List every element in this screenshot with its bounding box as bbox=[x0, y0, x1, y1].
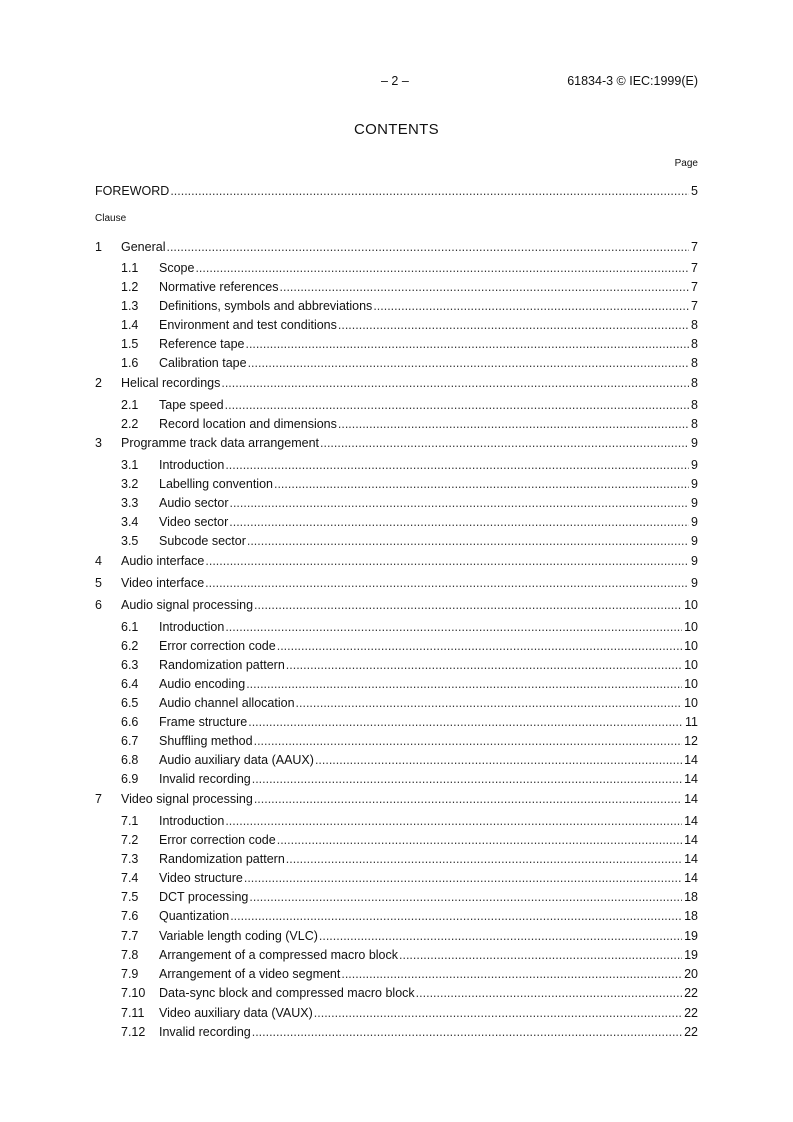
page-column-label: Page bbox=[674, 158, 698, 169]
toc-entry[interactable] bbox=[121, 832, 698, 848]
toc-entry-number: 7.9 bbox=[121, 967, 139, 981]
toc-entry[interactable] bbox=[121, 355, 698, 371]
toc-entry-label: Audio encoding bbox=[159, 677, 246, 691]
toc-entry-page: 14 bbox=[684, 814, 698, 828]
toc-entry-label: Introduction bbox=[159, 620, 225, 634]
toc-entry-page: 10 bbox=[684, 620, 698, 634]
toc-entry[interactable] bbox=[121, 260, 698, 276]
toc-entry-number: 7.1 bbox=[121, 814, 139, 828]
toc-entry-page: 7 bbox=[691, 299, 698, 313]
toc-entry[interactable] bbox=[95, 435, 698, 451]
toc-entry-label: General bbox=[121, 240, 166, 254]
toc-entry[interactable] bbox=[95, 575, 698, 591]
leader-dots bbox=[166, 239, 689, 255]
toc-entry-number: 3.1 bbox=[121, 458, 139, 472]
leader-dots bbox=[338, 416, 689, 432]
leader-dots bbox=[246, 676, 682, 692]
leader-dots bbox=[286, 851, 682, 867]
toc-entry-page: 9 bbox=[691, 554, 698, 568]
toc-entry[interactable] bbox=[121, 476, 698, 492]
toc-entry-number: 1.5 bbox=[121, 337, 139, 351]
toc-entry[interactable] bbox=[121, 985, 698, 1001]
toc-entry-label: Error correction code bbox=[159, 639, 276, 653]
leader-dots bbox=[277, 638, 682, 654]
page-number: – 2 – bbox=[381, 74, 409, 88]
toc-entry-number: 6.7 bbox=[121, 734, 139, 748]
toc-entry-page: 5 bbox=[691, 184, 698, 198]
toc-entry-page: 10 bbox=[684, 677, 698, 691]
toc-entry[interactable] bbox=[121, 676, 698, 692]
toc-entry-label: Invalid recording bbox=[159, 772, 251, 786]
toc-entry-page: 22 bbox=[684, 1025, 698, 1039]
toc-entry-page: 22 bbox=[684, 1006, 698, 1020]
toc-entry-number: 7.10 bbox=[121, 986, 146, 1000]
toc-entry[interactable] bbox=[95, 553, 698, 569]
toc-entry-number: 6.4 bbox=[121, 677, 139, 691]
leader-dots bbox=[254, 597, 682, 613]
toc-entry[interactable] bbox=[121, 514, 698, 530]
toc-entry[interactable] bbox=[121, 752, 698, 768]
toc-entry[interactable] bbox=[121, 457, 698, 473]
toc-entry[interactable] bbox=[121, 533, 698, 549]
toc-entry[interactable] bbox=[121, 317, 698, 333]
toc-entry-page: 9 bbox=[691, 436, 698, 450]
leader-dots bbox=[229, 514, 689, 530]
toc-entry[interactable] bbox=[121, 813, 698, 829]
toc-entry-page: 9 bbox=[691, 534, 698, 548]
leader-dots bbox=[195, 260, 689, 276]
toc-entry-page: 7 bbox=[691, 280, 698, 294]
toc-entry-number: 1.1 bbox=[121, 261, 139, 275]
toc-entry-label: Audio sector bbox=[159, 496, 229, 510]
toc-entry-number: 6.5 bbox=[121, 696, 139, 710]
clause-column-label: Clause bbox=[95, 213, 127, 224]
toc-entry-number: 4 bbox=[95, 554, 102, 568]
toc-entry-page: 7 bbox=[691, 240, 698, 254]
toc-entry-page: 8 bbox=[691, 356, 698, 370]
toc-entry-label: Normative references bbox=[159, 280, 279, 294]
toc-entry-page: 8 bbox=[691, 318, 698, 332]
toc-entry[interactable] bbox=[121, 416, 698, 432]
toc-entry-number: 5 bbox=[95, 576, 102, 590]
toc-entry-label: Randomization pattern bbox=[159, 852, 285, 866]
toc-entry[interactable] bbox=[121, 695, 698, 711]
toc-entry-page: 10 bbox=[684, 658, 698, 672]
leader-dots bbox=[248, 714, 683, 730]
toc-entry[interactable] bbox=[121, 657, 698, 673]
toc-entry-number: 7.7 bbox=[121, 929, 139, 943]
toc-entry-page: 14 bbox=[684, 753, 698, 767]
toc-entry-page: 9 bbox=[691, 477, 698, 491]
toc-entry-page: 14 bbox=[684, 852, 698, 866]
leader-dots bbox=[296, 695, 683, 711]
toc-entry-page: 22 bbox=[684, 986, 698, 1000]
toc-entry-number: 7.8 bbox=[121, 948, 139, 962]
toc-entry-number: 7.6 bbox=[121, 909, 139, 923]
toc-entry-page: 12 bbox=[684, 734, 698, 748]
toc-entry-label: Scope bbox=[159, 261, 195, 275]
leader-dots bbox=[225, 457, 689, 473]
toc-entry-page: 8 bbox=[691, 417, 698, 431]
toc-entry-number: 6.8 bbox=[121, 753, 139, 767]
toc-entry-page: 14 bbox=[684, 871, 698, 885]
toc-entry-label: Calibration tape bbox=[159, 356, 247, 370]
toc-entry[interactable] bbox=[121, 1024, 698, 1040]
leader-dots bbox=[252, 1024, 682, 1040]
toc-entry-number: 7.2 bbox=[121, 833, 139, 847]
leader-dots bbox=[249, 889, 682, 905]
toc-entry-number: 2.2 bbox=[121, 417, 139, 431]
toc-entry[interactable] bbox=[121, 1005, 698, 1021]
toc-entry[interactable] bbox=[95, 597, 698, 613]
toc-entry-page: 19 bbox=[684, 929, 698, 943]
leader-dots bbox=[254, 733, 683, 749]
toc-entry-page: 10 bbox=[684, 639, 698, 653]
toc-entry[interactable] bbox=[121, 966, 698, 982]
toc-entry-label: Video structure bbox=[159, 871, 243, 885]
toc-entry[interactable] bbox=[121, 947, 698, 963]
toc-entry-number: 6 bbox=[95, 598, 102, 612]
toc-entry[interactable] bbox=[121, 889, 698, 905]
toc-entry-page: 9 bbox=[691, 458, 698, 472]
toc-entry[interactable] bbox=[121, 298, 698, 314]
toc-entry-label: Video auxiliary data (VAUX) bbox=[159, 1006, 313, 1020]
toc-entry-label: Invalid recording bbox=[159, 1025, 251, 1039]
toc-entry-number: 1.6 bbox=[121, 356, 139, 370]
document-reference: 61834-3 © IEC:1999(E) bbox=[567, 74, 698, 88]
toc-entry-label: Frame structure bbox=[159, 715, 248, 729]
leader-dots bbox=[248, 355, 689, 371]
toc-entry[interactable] bbox=[121, 397, 698, 413]
toc-entry-number: 3.5 bbox=[121, 534, 139, 548]
toc-entry-page: 20 bbox=[684, 967, 698, 981]
toc-entry-number: 1.2 bbox=[121, 280, 139, 294]
leader-dots bbox=[373, 298, 689, 314]
toc-entry-number: 7.5 bbox=[121, 890, 139, 904]
leader-dots bbox=[319, 928, 682, 944]
toc-entry-page: 8 bbox=[691, 376, 698, 390]
toc-entry-label: Video signal processing bbox=[121, 792, 253, 806]
toc-entry-page: 10 bbox=[684, 696, 698, 710]
toc-entry-page: 8 bbox=[691, 337, 698, 351]
toc-entry-page: 14 bbox=[684, 792, 698, 806]
leader-dots bbox=[274, 476, 689, 492]
toc-entry-label: Error correction code bbox=[159, 833, 276, 847]
toc-entry-page: 14 bbox=[684, 772, 698, 786]
toc-entry-number: 3.3 bbox=[121, 496, 139, 510]
leader-dots bbox=[225, 397, 689, 413]
toc-entry[interactable] bbox=[121, 870, 698, 886]
toc-entry[interactable] bbox=[121, 279, 698, 295]
toc-entry-page: 9 bbox=[691, 515, 698, 529]
toc-entry-number: 6.6 bbox=[121, 715, 139, 729]
toc-entry[interactable] bbox=[121, 928, 698, 944]
leader-dots bbox=[225, 619, 682, 635]
leader-dots bbox=[315, 752, 682, 768]
toc-entry[interactable] bbox=[121, 851, 698, 867]
toc-entry-label: Subcode sector bbox=[159, 534, 246, 548]
toc-entry-label: Data-sync block and compressed macro block bbox=[159, 986, 415, 1000]
toc-entry-label: Shuffling method bbox=[159, 734, 253, 748]
toc-entry-number: 6.1 bbox=[121, 620, 139, 634]
toc-entry-page: 7 bbox=[691, 261, 698, 275]
toc-entry-number: 7 bbox=[95, 792, 102, 806]
leader-dots bbox=[247, 533, 689, 549]
toc-entry[interactable] bbox=[121, 638, 698, 654]
toc-entry-page: 19 bbox=[684, 948, 698, 962]
toc-entry-label: Variable length coding (VLC) bbox=[159, 929, 318, 943]
toc-entry-page: 11 bbox=[685, 715, 698, 729]
toc-entry-label: Introduction bbox=[159, 458, 225, 472]
toc-entry-label: Audio interface bbox=[121, 554, 205, 568]
toc-entry-label: Programme track data arrangement bbox=[121, 436, 320, 450]
toc-entry-label: Helical recordings bbox=[121, 376, 221, 390]
toc-entry-label: Arrangement of a video segment bbox=[159, 967, 341, 981]
leader-dots bbox=[286, 657, 682, 673]
toc-entry-page: 9 bbox=[691, 576, 698, 590]
toc-entry-number: 6.3 bbox=[121, 658, 139, 672]
toc-entry-label: Introduction bbox=[159, 814, 225, 828]
leader-dots bbox=[170, 183, 689, 199]
toc-entry-number: 3.2 bbox=[121, 477, 139, 491]
toc-entry-page: 18 bbox=[684, 890, 698, 904]
toc-entry-number: 2.1 bbox=[121, 398, 139, 412]
toc-entry[interactable] bbox=[121, 619, 698, 635]
toc-entry[interactable] bbox=[121, 771, 698, 787]
toc-entry-number: 6.9 bbox=[121, 772, 139, 786]
toc-entry-number: 3.4 bbox=[121, 515, 139, 529]
leader-dots bbox=[277, 832, 682, 848]
leader-dots bbox=[230, 908, 682, 924]
leader-dots bbox=[314, 1005, 682, 1021]
leader-dots bbox=[245, 336, 689, 352]
toc-entry[interactable] bbox=[121, 733, 698, 749]
leader-dots bbox=[254, 791, 682, 807]
toc-entry-label: Audio auxiliary data (AAUX) bbox=[159, 753, 314, 767]
toc-entry-number: 1 bbox=[95, 240, 102, 254]
toc-entry-number: 7.3 bbox=[121, 852, 139, 866]
leader-dots bbox=[221, 375, 689, 391]
leader-dots bbox=[205, 553, 689, 569]
toc-entry[interactable] bbox=[95, 791, 698, 807]
leader-dots bbox=[244, 870, 682, 886]
toc-entry-label: Reference tape bbox=[159, 337, 245, 351]
toc-entry-number: 2 bbox=[95, 376, 102, 390]
toc-entry[interactable] bbox=[121, 495, 698, 511]
toc-entry-label: Labelling convention bbox=[159, 477, 273, 491]
leader-dots bbox=[280, 279, 690, 295]
toc-entry-label: FOREWORD bbox=[95, 184, 170, 198]
toc-entry-number: 3 bbox=[95, 436, 102, 450]
toc-entry-number: 7.4 bbox=[121, 871, 139, 885]
toc-entry-label: Environment and test conditions bbox=[159, 318, 337, 332]
toc-entry-label: Audio channel allocation bbox=[159, 696, 295, 710]
toc-entry-label: DCT processing bbox=[159, 890, 249, 904]
toc-entry[interactable] bbox=[121, 908, 698, 924]
toc-entry-page: 14 bbox=[684, 833, 698, 847]
leader-dots bbox=[341, 966, 682, 982]
toc-entry[interactable] bbox=[95, 375, 698, 391]
toc-entry-label: Quantization bbox=[159, 909, 230, 923]
leader-dots bbox=[225, 813, 682, 829]
toc-entry-number: 1.4 bbox=[121, 318, 139, 332]
toc-entry-page: 9 bbox=[691, 496, 698, 510]
toc-entry-label: Tape speed bbox=[159, 398, 224, 412]
toc-entry-label: Randomization pattern bbox=[159, 658, 285, 672]
toc-entry-page: 18 bbox=[684, 909, 698, 923]
toc-entry-foreword[interactable] bbox=[95, 183, 698, 199]
toc-entry-number: 1.3 bbox=[121, 299, 139, 313]
toc-entry-label: Arrangement of a compressed macro block bbox=[159, 948, 398, 962]
leader-dots bbox=[229, 495, 689, 511]
leader-dots bbox=[338, 317, 689, 333]
leader-dots bbox=[320, 435, 689, 451]
toc-entry-label: Record location and dimensions bbox=[159, 417, 337, 431]
toc-entry[interactable] bbox=[121, 336, 698, 352]
toc-entry-label: Definitions, symbols and abbreviations bbox=[159, 299, 373, 313]
toc-entry-number: 7.12 bbox=[121, 1025, 146, 1039]
leader-dots bbox=[205, 575, 689, 591]
leader-dots bbox=[399, 947, 682, 963]
toc-entry[interactable] bbox=[121, 714, 698, 730]
toc-entry-label: Video interface bbox=[121, 576, 205, 590]
toc-entry-page: 10 bbox=[684, 598, 698, 612]
toc-entry-page: 8 bbox=[691, 398, 698, 412]
leader-dots bbox=[252, 771, 682, 787]
leader-dots bbox=[416, 985, 682, 1001]
toc-entry-number: 7.11 bbox=[121, 1006, 145, 1020]
page-title: CONTENTS bbox=[354, 121, 439, 138]
toc-entry-label: Audio signal processing bbox=[121, 598, 254, 612]
toc-entry-number: 6.2 bbox=[121, 639, 139, 653]
toc-entry[interactable] bbox=[95, 239, 698, 255]
toc-entry-label: Video sector bbox=[159, 515, 229, 529]
